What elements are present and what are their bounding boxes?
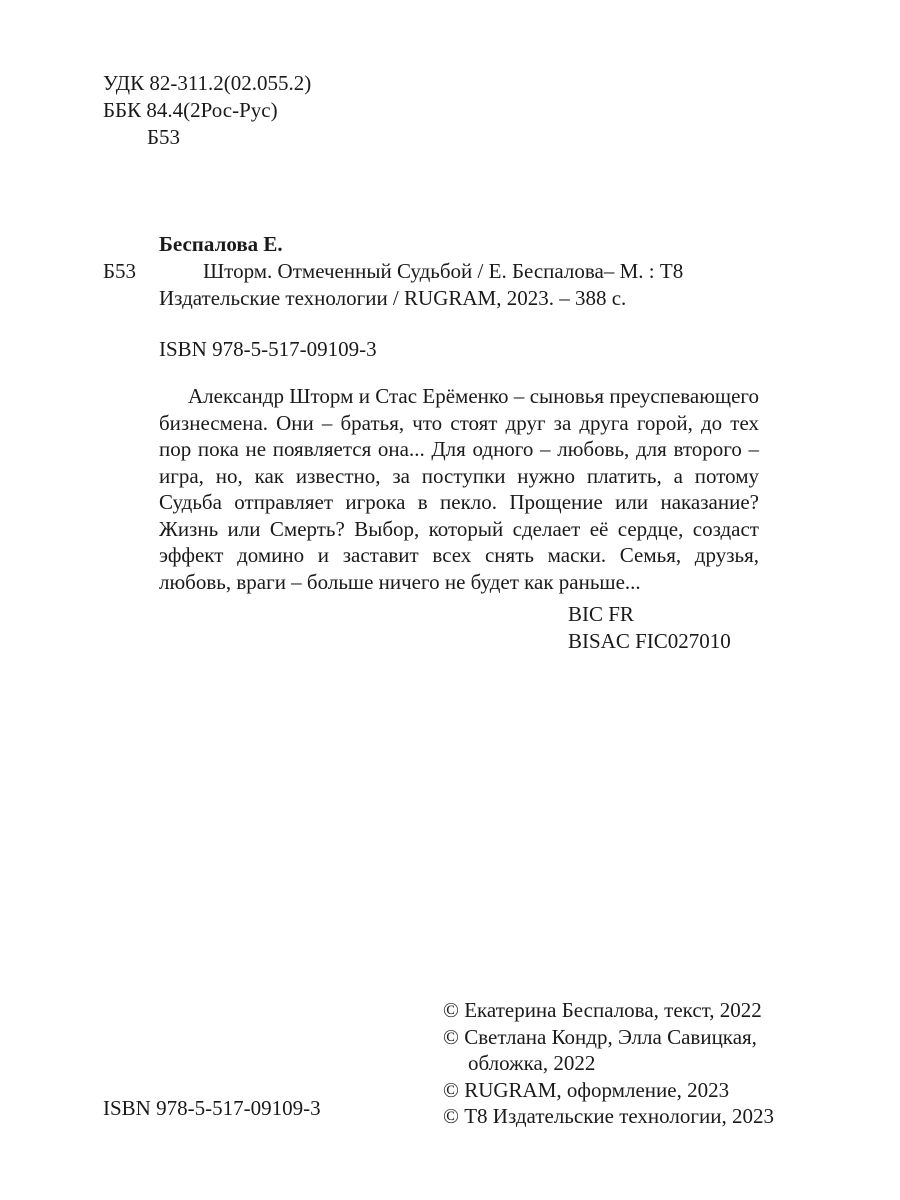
copyright-block [443,997,783,1130]
udk-code: УДК 82-311.2(02.055.2) [103,71,312,95]
isbn-bottom: ISBN 978-5-517-09109-3 [103,1096,321,1120]
isbn-main: ISBN 978-5-517-09109-3 [159,337,377,361]
bic-code: BIC FR [568,602,634,626]
copyright-text: © Екатерина Беспалова, текст, 2022 [443,998,762,1022]
copyright-cover-cont: обложка, 2022 [468,1051,596,1075]
entry-author-sign: Б53 [103,259,137,283]
author-name: Беспалова Е. [159,232,283,256]
bisac-code: BISAC FIC027010 [568,629,731,653]
entry-title-line-1: Шторм. Отмеченный Судьбой / Е. Беспалова– М. : Т8 [203,259,684,283]
bbk-code: ББК 84.4(2Рос-Рус) [103,98,278,122]
annotation-text: Александр Шторм и Стас Ерёменко – сыновья преуспевающего бизнесмена. Они – братья, что стоят друг за друга горой, до тех пор пока не появляется она... Для одного – любовь, для второго – игра, но, как известно, за поступки нужно платить, а потому Судьба отправляет игрока в пекло. Прощение или наказание? Жизнь или Смерть? Выбор, который сделает её сердце, создаст эффект домино и заставит всех снять маски. Семья, друзья, любовь, враги – больше ничего не будет как раньше... [159,384,759,594]
entry-title-line-2: Издательские технологии / RUGRAM, 2023. – 388 с. [159,286,627,310]
annotation [159,383,759,595]
author-sign: Б53 [147,125,181,149]
copyright-design: © RUGRAM, оформление, 2023 [443,1077,730,1102]
copyright-cover: © Светлана Кондр, Элла Савицкая, [443,1024,757,1049]
copyright-publisher: © Т8 Издательские технологии, 2023 [443,1104,774,1128]
